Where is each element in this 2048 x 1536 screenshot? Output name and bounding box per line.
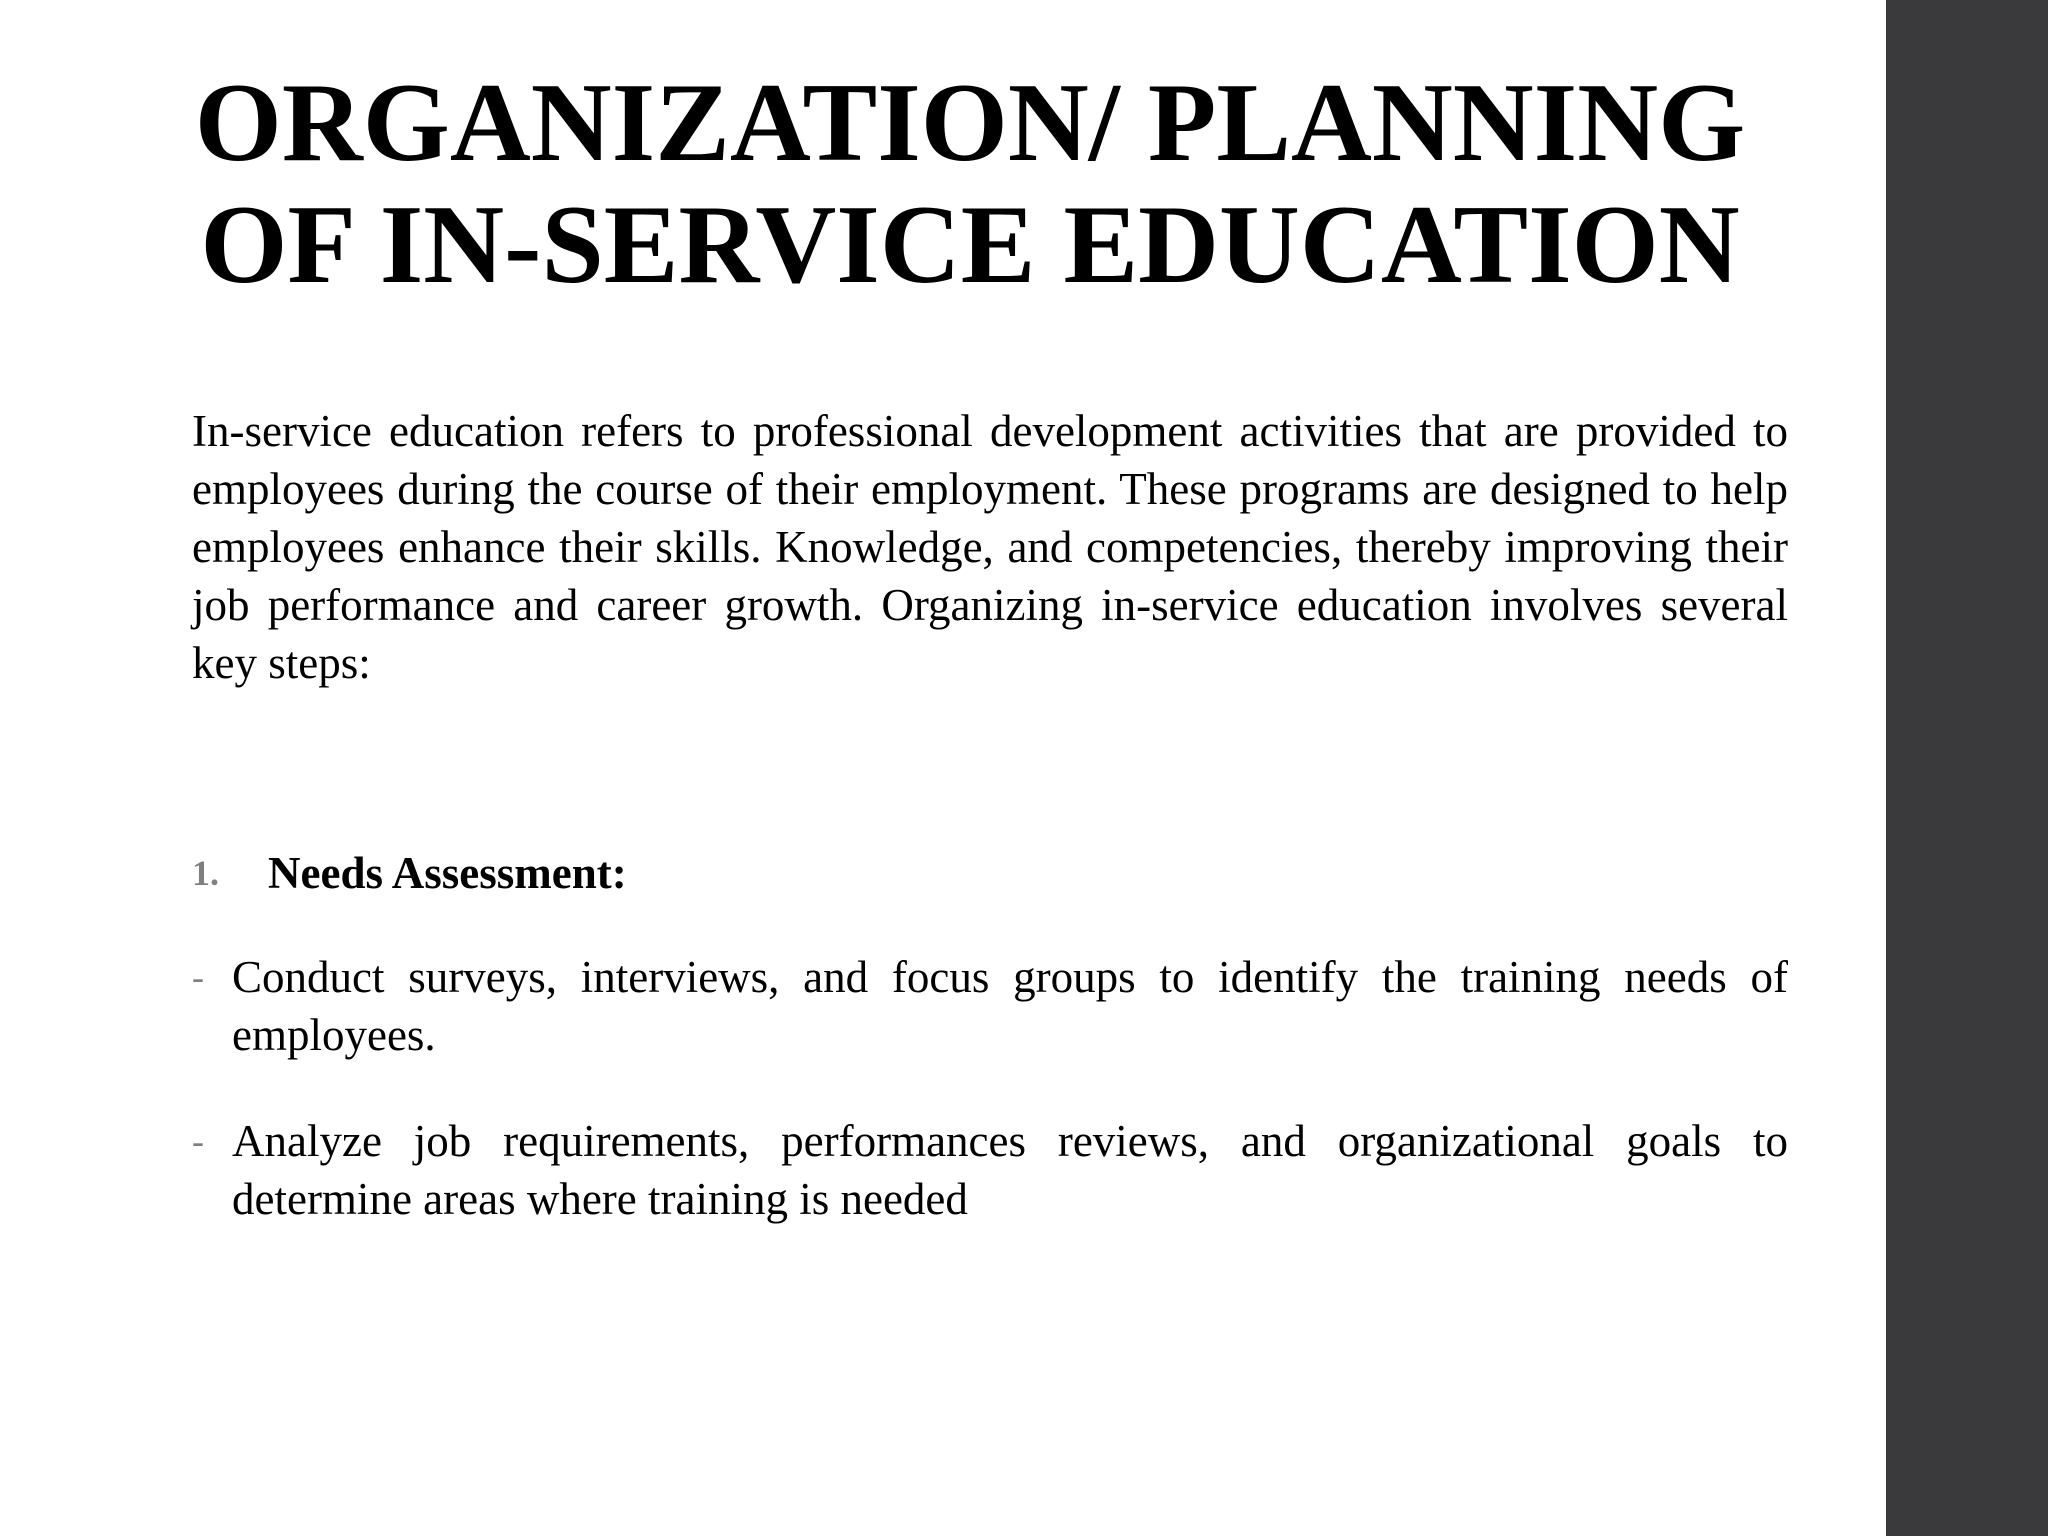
bullet-marker: - xyxy=(192,957,204,997)
slide-title xyxy=(150,62,1790,306)
bullet-item xyxy=(192,1112,1788,1228)
slide-title-line-2: OF IN-SERVICE EDUCATION xyxy=(200,183,1740,307)
intro-paragraph: In-service education refers to professional development activities that are provided to employees during the course of their employment. These programs are designed to help employees enhance their skills. Knowledge, and competencies, thereby improving their job performance and career growth. Organizing in-service education involves several key steps: xyxy=(192,406,1788,688)
bullet-item xyxy=(192,948,1788,1064)
bullet-marker: - xyxy=(192,1121,204,1161)
bullet-text: Analyze job requirements, performances reviews, and organizational goals to determine areas where training is needed xyxy=(232,1116,1788,1224)
step-number: 1. xyxy=(192,853,219,893)
bullet-text: Conduct surveys, interviews, and focus groups to identify the training needs of employees. xyxy=(232,952,1788,1060)
step-title: Needs Assessment: xyxy=(268,848,627,898)
slide-title-line-1: ORGANIZATION/ PLANNING xyxy=(194,61,1746,185)
side-bar xyxy=(1886,0,2048,1536)
